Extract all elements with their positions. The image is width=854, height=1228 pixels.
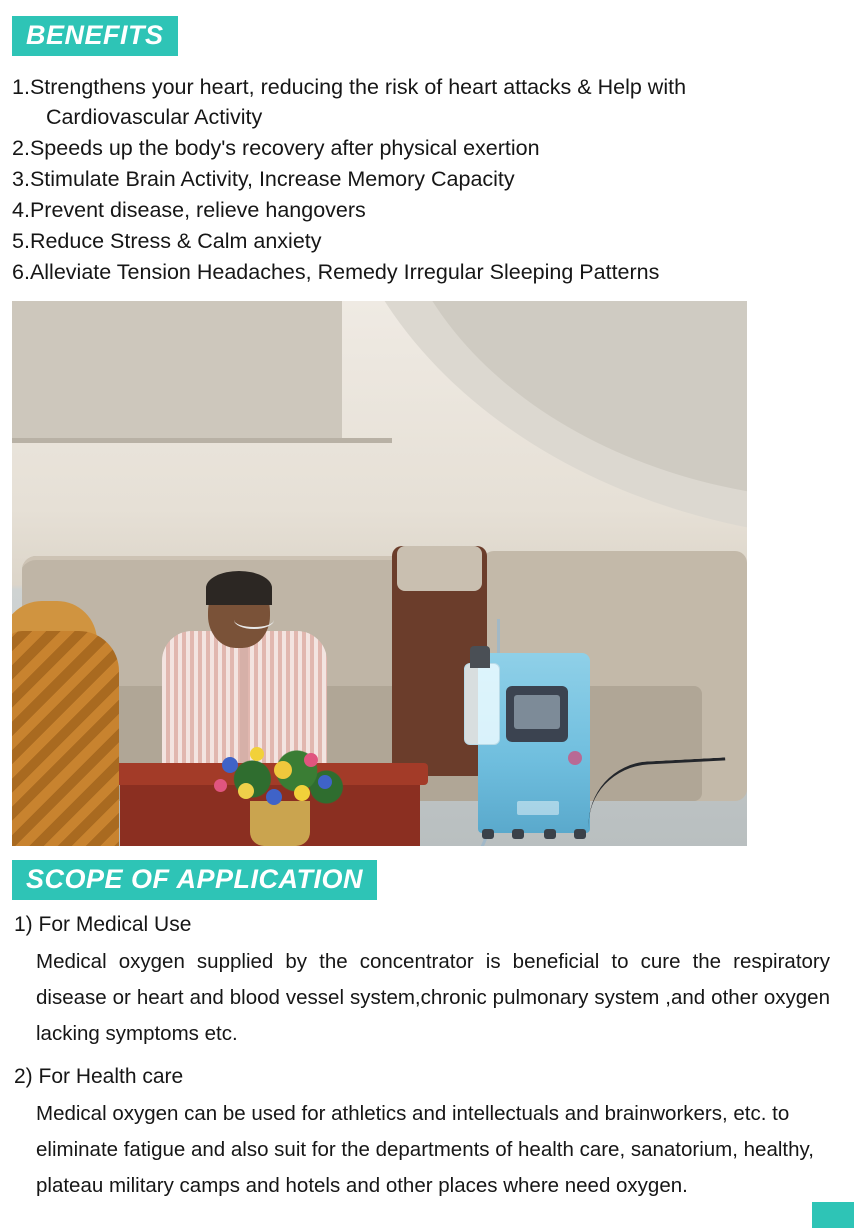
list-item <box>12 164 840 194</box>
list-item-number: 6. <box>12 260 30 284</box>
benefits-heading: BENEFITS <box>12 16 178 56</box>
list-item-text: Stimulate Brain Activity, Increase Memory Capacity <box>29 167 515 191</box>
scope-heading-wrap <box>8 846 846 900</box>
benefits-list <box>8 72 846 287</box>
list-item-number: 3. <box>12 167 30 191</box>
concentrator-humidifier-cap <box>470 646 490 668</box>
list-item-text: Prevent disease, relieve hangovers <box>29 198 366 222</box>
photo-wood-carving <box>12 631 119 846</box>
list-item-continuation: Cardiovascular Activity <box>45 105 263 129</box>
list-item-line: Strengthens your heart, reducing the risk of heart attacks & Help with <box>29 75 687 99</box>
photo-person-hair <box>206 571 272 605</box>
list-item-number: 1. <box>12 75 30 99</box>
scope-item-label: 1) For Medical Use <box>14 913 192 936</box>
list-item-text: Reduce Stress & Calm anxiety <box>29 229 322 253</box>
scope-item-label: 2) For Health care <box>14 1065 184 1088</box>
photo-wall-panel <box>12 301 342 441</box>
list-item-number: 5. <box>12 229 30 253</box>
list-item <box>12 195 840 225</box>
benefits-heading-wrap <box>8 0 846 56</box>
list-item-text: Alleviate Tension Headaches, Remedy Irregular Sleeping Patterns <box>29 260 660 284</box>
concentrator-display <box>514 695 560 729</box>
list-item <box>12 72 840 132</box>
concentrator-label <box>517 801 559 815</box>
scope-heading: SCOPE OF APPLICATION <box>12 860 377 900</box>
list-item-number: 2. <box>12 136 30 160</box>
list-item-number: 4. <box>12 198 30 222</box>
scope-item-body: Medical oxygen supplied by the concentrator is beneficial to cure the respiratory disease or heart and blood vessel system,chronic pulmonary system ,and other oxygen lacking symptoms etc. <box>36 950 830 1045</box>
list-item <box>12 133 840 163</box>
concentrator-knob <box>568 751 582 765</box>
list-item-text: Speeds up the body's recovery after physical exertion <box>29 136 540 160</box>
list-item <box>12 226 840 256</box>
list-item-text <box>30 72 840 132</box>
scope-item-body: Medical oxygen can be used for athletics and intellectuals and brainworkers, etc. to eliminate fatigue and also suit for the departments of health care, sanatorium, healthy, plateau military camps and hotels and other places where need oxygen. <box>36 1102 814 1197</box>
page-corner-tab <box>812 1202 854 1228</box>
concentrator-casters <box>482 829 586 839</box>
photo-sofa-armrest-cushion <box>397 546 482 591</box>
photo-flower-bouquet <box>208 739 356 819</box>
scope-content <box>8 910 846 1204</box>
list-item <box>12 257 840 287</box>
photo-wall-trim <box>12 438 392 443</box>
product-usage-photo <box>12 301 747 846</box>
concentrator-humidifier-bottle <box>464 663 500 745</box>
